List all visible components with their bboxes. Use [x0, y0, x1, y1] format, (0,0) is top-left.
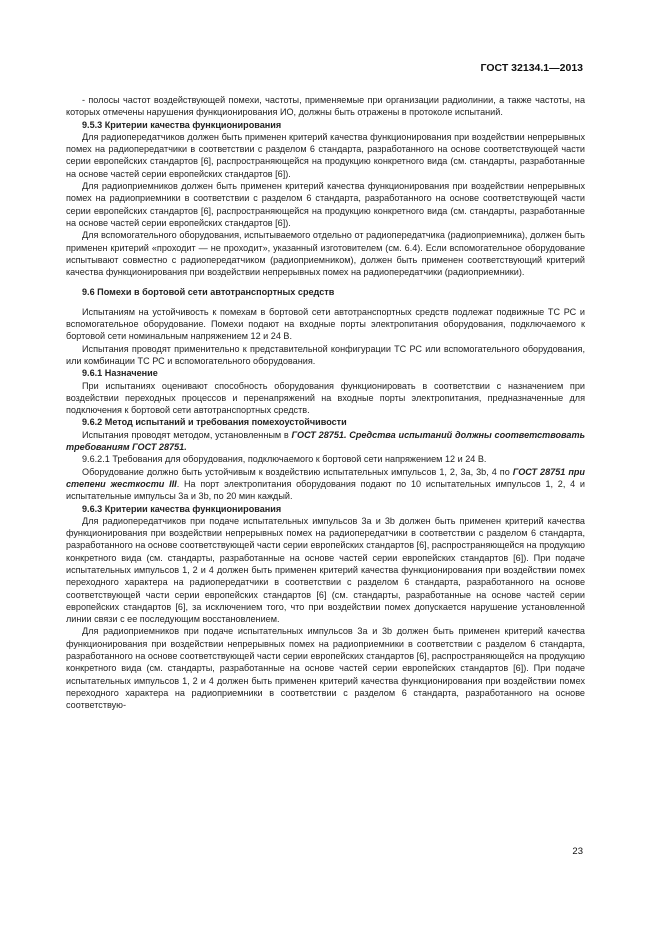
emphasized-text: Средства испытаний должны соответствовать требованиям ГОСТ 28751. — [66, 429, 585, 453]
standard-reference: ГОСТ 28751 при степени жесткости III — [66, 466, 585, 489]
paragraph: Для радиопередатчиков при подаче испытательных импульсов 3а и 3b должен быть применен критерий качества функционирования при воздействии непрерывных помех на радиопередатчики в соответствии с разделом 6 стандарта, разработанного на основе соответствующей части серии европейских стандартов [6], распространяющейся на продукцию конкретного вида (см. стандарты, разработанные на основе частей серии европейских стандартов [6]). При подаче испытательных импульсов 1, 2 и 4 должен быть применен критерий качества функционирования при воздействии помех переходного характера на радиопередатчики в соответствии с разделом 6 стандарта, разработанного на основе соответствующей части серии европейских стандартов [6] (см. стандарты, разработанные на основе частей серии европейских стандартов [6], за исключением того, что при воздействии помех допускается нарушение установленной линии связи с ее последующим восстановлением. — [66, 515, 585, 625]
document-body — [66, 94, 585, 712]
section-heading-9-6: 9.6 Помехи в бортовой сети автотранспортных средств — [82, 287, 335, 298]
section-heading-9-6-3: 9.6.3 Критерии качества функционирования — [82, 503, 282, 514]
paragraph: При испытаниях оценивают способность оборудования функционировать в соответствии с назначением при воздействии переходных процессов и перенапряжений на входные порты электропитания, предназначенные для подключения к бортовой сети автотранспортных средств. — [66, 380, 585, 416]
text-run: Испытания проводят методом, установленным в — [82, 429, 292, 440]
paragraph: - полосы частот воздействующей помехи, частоты, применяемые при организации радиолинии, а также частоты, на которых отмечены нарушения функционирования ИО, должны быть отражены в протоколе испытаний. — [66, 95, 585, 118]
paragraph: Для радиопередатчиков должен быть применен критерий качества функционирования при воздействии непрерывных помех на радиопередатчики в соответствии с разделом 6 стандарта, разработанного на основе соответствующей части серии европейских стандартов [6], распространяющейся на продукцию конкретного вида (см. стандарты, разработанные на основе частей серии европейских стандартов [6]). — [66, 131, 585, 179]
paragraph: Для радиоприемников должен быть применен критерий качества функционирования при воздействии непрерывных помех на радиоприемники в соответствии с разделом 6 стандарта, разработанного на основе соответствующей части серии европейских стандартов [6], распространяющейся на продукцию конкретного вида (см. стандарты, разработанные на основе частей серии европейских стандартов [6]). — [66, 181, 585, 228]
paragraph: Для радиоприемников при подаче испытательных импульсов 3а и 3b должен быть применен критерий качества функционирования при воздействии непрерывных помех на радиоприемники в соответствии с разделом 6 стандарта, разработанного на основе соответствующей части серии европейских стандартов [6], распространяющейся на продукцию конкретного вида (см. стандарты, разработанные на основе частей серии европейских стандартов [6]). При подаче испытательных импульсов 1, 2 и 4 должен быть применен критерий качества функционирования при воздействии помех переходного характера на радиоприемники в соответствии с разделом 6 стандарта, разработанного на основе соответствую- — [66, 626, 585, 711]
page-number: 23 — [572, 846, 583, 857]
paragraph: Испытания проводят применительно к представительной конфигурации ТС РС или вспомогательного оборудования, или комбинации ТС РС и вспомогательного оборудования. — [66, 343, 585, 366]
section-heading-9-6-1: 9.6.1 Назначение — [82, 368, 158, 379]
text-run: Оборудование должно быть устойчивым к воздействию испытательных импульсов 1, 2, 3а, 3b, 4 по — [82, 466, 513, 477]
text-run: . — [343, 429, 350, 440]
paragraph: Для вспомогательного оборудования, испытываемого отдельно от радиопередатчика (радиоприемника), должен быть применен критерий «проходит — не проходит», указанный изготовителем (см. 6.4). Если вспомогательное оборудование испытывают совместно с радиопередатчиком (радиоприемником), должен быть применен соответствующий критерий качества функционирования при воздействии непрерывных помех на радиопередатчики (радиоприемники). — [66, 230, 585, 278]
standard-reference: ГОСТ 28751 — [291, 429, 344, 440]
paragraph — [66, 429, 585, 454]
paragraph: Испытаниям на устойчивость к помехам в бортовой сети автотранспортных средств подлежат подвижные ТС РС и вспомогательное оборудование. Помехи подают на входные порты электропитания оборудования, подключаемого к бортовой сети номинальным напряжением 12 и 24 В. — [66, 306, 585, 342]
document-id-header: ГОСТ 32134.1—2013 — [480, 62, 583, 74]
section-heading-9-5-3: 9.5.3 Критерии качества функционирования — [82, 119, 282, 130]
text-run: . На порт электропитания оборудования подают по 10 испытательных импульсов 1, 2, 4 и испытательные импульсы 3а и 3b, по 20 мин каждый. — [66, 478, 585, 502]
section-heading-9-6-2: 9.6.2 Метод испытаний и требования помехоустойчивости — [82, 417, 347, 428]
paragraph: 9.6.2.1 Требования для оборудования, подключаемого к бортовой сети напряжением 12 и 24 В. — [82, 454, 487, 465]
paragraph — [66, 466, 585, 503]
